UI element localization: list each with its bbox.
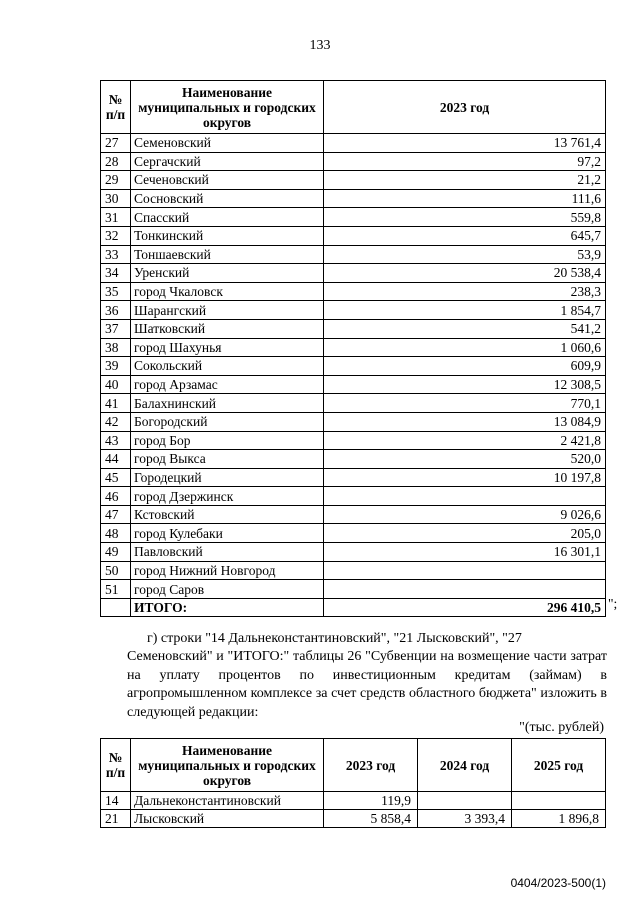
table-row xyxy=(101,245,606,264)
row-name: город Чкаловск xyxy=(131,282,324,301)
table-row xyxy=(101,319,606,338)
row-number: 27 xyxy=(101,134,131,153)
row-number: 50 xyxy=(101,561,131,580)
row-value: 16 301,1 xyxy=(324,543,606,562)
row-value: 609,9 xyxy=(324,357,606,376)
row-2025: 1 896,8 xyxy=(512,810,606,828)
header-year: 2023 год xyxy=(324,81,606,134)
row-name: Городецкий xyxy=(131,468,324,487)
row-2023: 119,9 xyxy=(324,792,418,810)
table-row xyxy=(101,226,606,245)
row-name: Кстовский xyxy=(131,505,324,524)
row-number: 33 xyxy=(101,245,131,264)
row-name: Дальнеконстантиновский xyxy=(131,792,324,810)
table-row xyxy=(101,171,606,190)
row-2024: 3 393,4 xyxy=(418,810,512,828)
row-value: 520,0 xyxy=(324,450,606,469)
row-value: 1 854,7 xyxy=(324,301,606,320)
row-name: Сергачский xyxy=(131,152,324,171)
total-label: ИТОГО: xyxy=(131,598,324,617)
table-row xyxy=(101,810,606,828)
row-number: 34 xyxy=(101,264,131,283)
table-row xyxy=(101,189,606,208)
header-name: Наименование муниципальных и городских округов xyxy=(131,81,324,134)
total-value: 296 410,5 xyxy=(324,598,606,617)
row-value xyxy=(324,487,606,506)
row-number: 35 xyxy=(101,282,131,301)
row-value xyxy=(324,580,606,599)
row-value: 1 060,6 xyxy=(324,338,606,357)
table-row xyxy=(101,357,606,376)
row-number: 43 xyxy=(101,431,131,450)
row-value: 53,9 xyxy=(324,245,606,264)
row-name: Балахнинский xyxy=(131,394,324,413)
unit-label: "(тыс. рублей) xyxy=(519,720,604,735)
row-value: 20 538,4 xyxy=(324,264,606,283)
row-value: 13 084,9 xyxy=(324,412,606,431)
row-number: 47 xyxy=(101,505,131,524)
table-row xyxy=(101,792,606,810)
row-name: Сосновский xyxy=(131,189,324,208)
row-name: Тоншаевский xyxy=(131,245,324,264)
document-code: 0404/2023-500(1) xyxy=(510,876,606,890)
table-row xyxy=(101,375,606,394)
row-name: Уренский xyxy=(131,264,324,283)
row-value: 770,1 xyxy=(324,394,606,413)
row-number: 45 xyxy=(101,468,131,487)
table-row xyxy=(101,394,606,413)
row-number: 40 xyxy=(101,375,131,394)
row-value: 13 761,4 xyxy=(324,134,606,153)
end-mark: "; xyxy=(608,596,618,611)
row-value: 2 421,8 xyxy=(324,431,606,450)
row-value: 12 308,5 xyxy=(324,375,606,394)
header-2024: 2024 год xyxy=(418,739,512,792)
table-row xyxy=(101,264,606,283)
paragraph-body: Семеновский" и "ИТОГО:" таблицы 26 "Субвенции на возмещение части затрат на уплату процентов по инвестиционным кредитам (займам) в агропромышленном комплексе за счет средств областного бюджета" изложить в следующей редакции: xyxy=(127,649,607,720)
table-row xyxy=(101,338,606,357)
row-value: 10 197,8 xyxy=(324,468,606,487)
row-name: Шарангский xyxy=(131,301,324,320)
table-row xyxy=(101,487,606,506)
row-value: 541,2 xyxy=(324,319,606,338)
row-value: 97,2 xyxy=(324,152,606,171)
row-number: 48 xyxy=(101,524,131,543)
total-number xyxy=(101,598,131,617)
row-value: 238,3 xyxy=(324,282,606,301)
row-name: Лысковский xyxy=(131,810,324,828)
row-number: 31 xyxy=(101,208,131,227)
row-name: Шатковский xyxy=(131,319,324,338)
subsidy-table-2023 xyxy=(100,80,606,617)
row-value xyxy=(324,561,606,580)
row-name: Богородский xyxy=(131,412,324,431)
row-name: город Арзамас xyxy=(131,375,324,394)
table-row xyxy=(101,468,606,487)
row-2024 xyxy=(418,792,512,810)
row-2023: 5 858,4 xyxy=(324,810,418,828)
row-number: 21 xyxy=(101,810,131,828)
table-row xyxy=(101,431,606,450)
row-number: 32 xyxy=(101,226,131,245)
row-name: город Бор xyxy=(131,431,324,450)
row-value: 205,0 xyxy=(324,524,606,543)
table-row xyxy=(101,282,606,301)
row-number: 44 xyxy=(101,450,131,469)
table-row xyxy=(101,524,606,543)
table-row xyxy=(101,208,606,227)
header-2025: 2025 год xyxy=(512,739,606,792)
row-value: 111,6 xyxy=(324,189,606,208)
row-number: 42 xyxy=(101,412,131,431)
total-row xyxy=(101,598,606,617)
row-name: город Кулебаки xyxy=(131,524,324,543)
paragraph-line1: г) строки "14 Дальнеконстантиновский", "21 Лысковский", "27 xyxy=(147,631,522,646)
row-name: город Саров xyxy=(131,580,324,599)
table-row xyxy=(101,580,606,599)
table-row xyxy=(101,543,606,562)
table-row xyxy=(101,152,606,171)
row-name: Сокольский xyxy=(131,357,324,376)
header-num: № п/п xyxy=(101,81,131,134)
row-value: 9 026,6 xyxy=(324,505,606,524)
header-name: Наименование муниципальных и городских округов xyxy=(131,739,324,792)
row-number: 30 xyxy=(101,189,131,208)
row-number: 41 xyxy=(101,394,131,413)
row-value: 21,2 xyxy=(324,171,606,190)
row-number: 51 xyxy=(101,580,131,599)
table-row xyxy=(101,301,606,320)
row-name: город Шахунья xyxy=(131,338,324,357)
table-row xyxy=(101,134,606,153)
row-number: 49 xyxy=(101,543,131,562)
row-number: 14 xyxy=(101,792,131,810)
subsidy-table-2023-2025 xyxy=(100,738,606,828)
row-name: Сеченовский xyxy=(131,171,324,190)
row-number: 37 xyxy=(101,319,131,338)
row-number: 46 xyxy=(101,487,131,506)
row-number: 38 xyxy=(101,338,131,357)
row-value: 559,8 xyxy=(324,208,606,227)
header-num: № п/п xyxy=(101,739,131,792)
header-2023: 2023 год xyxy=(324,739,418,792)
row-number: 28 xyxy=(101,152,131,171)
row-name: Семеновский xyxy=(131,134,324,153)
row-name: город Выкса xyxy=(131,450,324,469)
row-value: 645,7 xyxy=(324,226,606,245)
table-row xyxy=(101,561,606,580)
row-name: город Дзержинск xyxy=(131,487,324,506)
table-row xyxy=(101,412,606,431)
row-number: 36 xyxy=(101,301,131,320)
row-number: 39 xyxy=(101,357,131,376)
row-number: 29 xyxy=(101,171,131,190)
row-name: Спасский xyxy=(131,208,324,227)
page-number: 133 xyxy=(309,38,331,53)
row-name: город Нижний Новгород xyxy=(131,561,324,580)
row-2025 xyxy=(512,792,606,810)
table-row xyxy=(101,505,606,524)
row-name: Тонкинский xyxy=(131,226,324,245)
table-row xyxy=(101,450,606,469)
row-name: Павловский xyxy=(131,543,324,562)
